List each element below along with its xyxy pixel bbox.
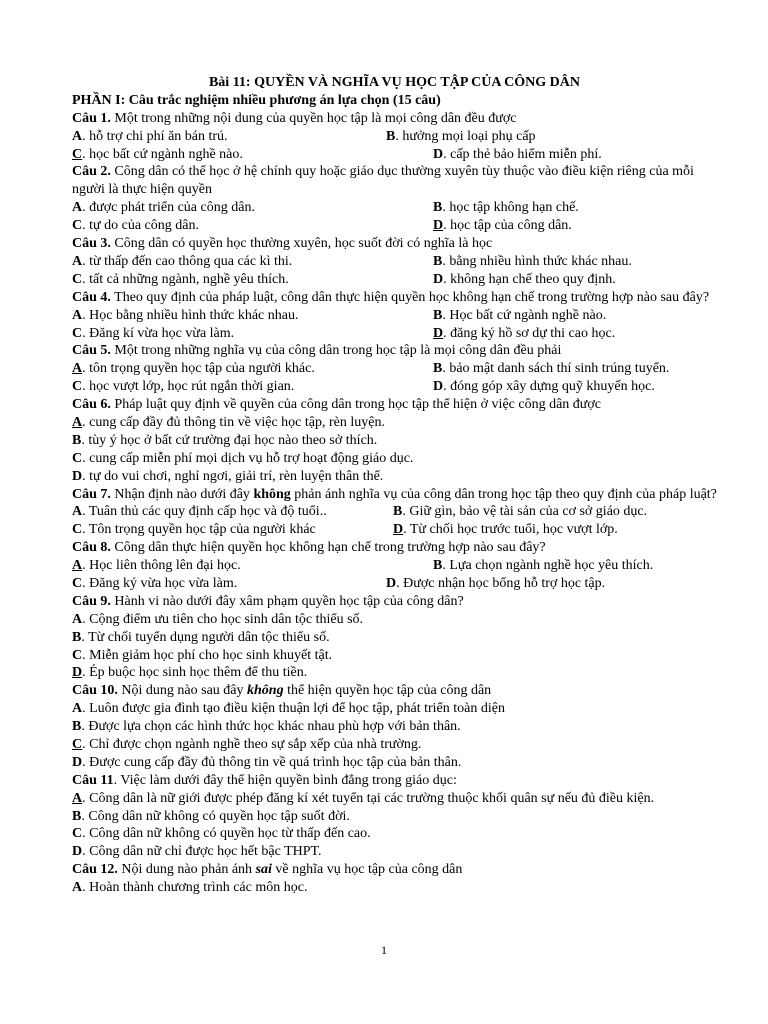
question-text: Hành vi nào dưới đây xâm phạm quyền học tập của công dân?: [110, 593, 464, 609]
option-a: A. hỗ trợ chi phí ăn bán trú.: [72, 128, 228, 144]
options-row: [72, 360, 717, 378]
question-label: Câu 9.: [72, 593, 111, 609]
options-row: [72, 271, 717, 289]
option-a: A. từ thấp đến cao thông qua các kì thi.: [72, 253, 293, 269]
options-row: [72, 325, 717, 343]
question-text: Pháp luật quy định về quyền của công dân trong học tập thể hiện ở việc công dân được: [110, 397, 602, 413]
option-d: D. tự do vui chơi, nghỉ ngơi, giải trí, rèn luyện thân thể.: [72, 468, 384, 484]
question-7: Câu 7. Nhận định nào dưới đây không phản ánh nghĩa vụ của công dân trong học tập theo quy định của pháp luật?: [72, 486, 717, 502]
option-c: C. tự do của công dân.: [72, 218, 199, 234]
question-label: Câu 3.: [72, 236, 111, 252]
option-c: C. Đăng kí vừa học vừa làm.: [72, 325, 235, 341]
option-d: D. cấp thẻ bảo hiểm miễn phí.: [433, 146, 602, 162]
question-11: [72, 772, 717, 790]
question-2: [72, 163, 717, 199]
option-a: A. Công dân là nữ giới được phép đăng kí xét tuyển tại các trường thuộc khối quân sự nếu đủ điều kiện.: [72, 790, 655, 806]
option-c: C. Chỉ được chọn ngành nghề theo sự sắp xếp của nhà trường.: [72, 737, 422, 753]
question-label: Câu 1.: [72, 110, 111, 126]
question-label: Câu 6.: [72, 397, 111, 413]
option-b: B. bằng nhiều hình thức khác nhau.: [433, 253, 632, 269]
emphasis: sai: [255, 862, 272, 878]
question-text: Theo quy định của pháp luật, công dân thực hiện quyền học không hạn chế trong trường hợp nào sau đây?: [110, 289, 710, 305]
option-a: A. tôn trọng quyền học tập của người khác.: [72, 361, 315, 377]
option-b: B. Lựa chọn ngành nghề học yêu thích.: [433, 558, 654, 574]
question-3: [72, 235, 717, 253]
question-text: . Việc làm dưới đây thể hiện quyền bình đẳng trong giáo dục:: [113, 772, 457, 788]
question-8: [72, 539, 717, 557]
question-text: Công dân có quyền học thường xuyên, học suốt đời có nghĩa là học: [110, 236, 493, 252]
question-label: Câu 2.: [72, 164, 111, 180]
page-title: Bài 11: QUYỀN VÀ NGHĨA VỤ HỌC TẬP CỦA CÔNG DÂN: [208, 75, 581, 90]
question-6: [72, 396, 717, 414]
emphasis: không: [247, 683, 284, 699]
option-c: C. cung cấp miễn phí mọi dịch vụ hỗ trợ hoạt động giáo dục.: [72, 450, 414, 466]
option-a: A. Cộng điểm ưu tiên cho học sinh dân tộc thiểu số.: [72, 611, 364, 627]
option-d: D. Được nhận học bổng hỗ trợ học tập.: [386, 576, 606, 591]
options-row: [72, 503, 717, 521]
question-label: Câu 7.: [72, 486, 111, 502]
option-d: D. Từ chối học trước tuổi, học vượt lớp.: [393, 522, 618, 538]
question-1: [72, 110, 717, 128]
question-5: [72, 342, 717, 360]
option-d: D. đăng ký hồ sơ dự thi cao học.: [433, 325, 616, 341]
emphasis: không: [253, 486, 291, 502]
option-a: A. Học bằng nhiều hình thức khác nhau.: [72, 307, 299, 323]
option-c: C. Công dân nữ không có quyền học từ thấp đến cao.: [72, 826, 371, 842]
option-a: A. Hoàn thành chương trình các môn học.: [72, 880, 308, 896]
options-row: [72, 557, 717, 575]
option-d: D. đóng góp xây dựng quỹ khuyến học.: [433, 379, 655, 395]
question-text: Một trong những nội dung của quyền học tập là mọi công dân đều được: [110, 110, 517, 126]
option-a: A. cung cấp đầy đủ thông tin về việc học tập, rèn luyện.: [72, 414, 385, 430]
question-label: Câu 4.: [72, 289, 111, 305]
option-b: B. Công dân nữ không có quyền học tập suốt đời.: [72, 808, 350, 824]
options-row: [72, 378, 717, 396]
option-d: D. Ép buộc học sinh học thêm để thu tiền.: [72, 665, 308, 681]
options-row: [72, 128, 717, 146]
options-row: [72, 217, 717, 235]
option-c: C. tất cả những ngành, nghề yêu thích.: [72, 271, 289, 287]
document-body: [72, 74, 717, 897]
question-12: Câu 12. Nội dung nào phản ánh sai về nghĩa vụ học tập của công dân: [72, 862, 463, 878]
question-text: Một trong những nghĩa vụ của công dân trong học tập là mọi công dân đều phải: [110, 343, 562, 359]
question-10: Câu 10. Nội dung nào sau đây không thể hiện quyền học tập của công dân: [72, 683, 492, 699]
section-heading: PHẦN I: Câu trắc nghiệm nhiều phương án lựa chọn (15 câu): [72, 92, 441, 108]
option-b: B. tùy ý học ở bất cứ trường đại học nào theo sở thích.: [72, 432, 378, 448]
option-b: B. Học bất cứ ngành nghề nào.: [433, 307, 607, 323]
options-row: [72, 253, 717, 271]
question-label: Câu 8.: [72, 540, 111, 556]
option-a: A. Học liên thông lên đại học.: [72, 558, 241, 574]
question-text: Công dân thực hiện quyền học không hạn chế trong trường hợp nào sau đây?: [110, 540, 546, 556]
options-row: [72, 307, 717, 325]
option-a: A. Tuân thủ các quy định cấp học và độ tuổi..: [72, 504, 327, 520]
question-label: Câu 5.: [72, 343, 111, 359]
options-row: [72, 199, 717, 217]
question-label: Câu 11: [72, 772, 114, 788]
option-a: A. Luôn được gia đình tạo điều kiện thuận lợi để học tập, phát triển toàn diện: [72, 701, 505, 717]
options-row: [72, 521, 717, 539]
option-b: B. hưởng mọi loại phụ cấp: [386, 128, 536, 144]
option-c: C. học vượt lớp, học rút ngắn thời gian.: [72, 379, 295, 395]
option-b: B. học tập không hạn chế.: [433, 200, 579, 216]
options-row: [72, 575, 717, 593]
option-b: B. Từ chối tuyển dụng người dân tộc thiểu số.: [72, 629, 330, 645]
question-text: Công dân có thể học ở hệ chính quy hoặc giáo dục thường xuyên tùy thuộc vào điều kiện riêng của mỗi người là thực hiện quyền: [72, 164, 694, 198]
option-d: D. học tập của công dân.: [433, 218, 572, 234]
option-c: C. học bất cứ ngành nghề nào.: [72, 146, 243, 162]
option-b: B. Giữ gìn, bảo vệ tài sản của cơ sở giáo dục.: [393, 504, 648, 520]
option-a: A. được phát triển của công dân.: [72, 200, 255, 216]
option-c: C. Miễn giảm học phí cho học sinh khuyết tật.: [72, 647, 333, 663]
option-b: B. bảo mật danh sách thí sinh trúng tuyển.: [433, 361, 670, 377]
option-b: B. Được lựa chọn các hình thức học khác nhau phù hợp với bản thân.: [72, 719, 461, 735]
question-label: Câu 10.: [72, 683, 118, 699]
options-row: [72, 146, 717, 164]
option-d: D. không hạn chế theo quy định.: [433, 271, 616, 287]
option-c: C. Tôn trọng quyền học tập của người khác: [72, 522, 316, 538]
question-9: [72, 593, 717, 611]
option-d: D. Được cung cấp đầy đủ thông tin về quá trình học tập của bản thân.: [72, 754, 462, 770]
question-label: Câu 12.: [72, 862, 118, 878]
question-4: [72, 289, 717, 307]
page-number: 1: [381, 943, 387, 957]
option-c: C. Đăng ký vừa học vừa làm.: [72, 576, 238, 591]
option-d: D. Công dân nữ chỉ được học hết bậc THPT.: [72, 844, 322, 860]
